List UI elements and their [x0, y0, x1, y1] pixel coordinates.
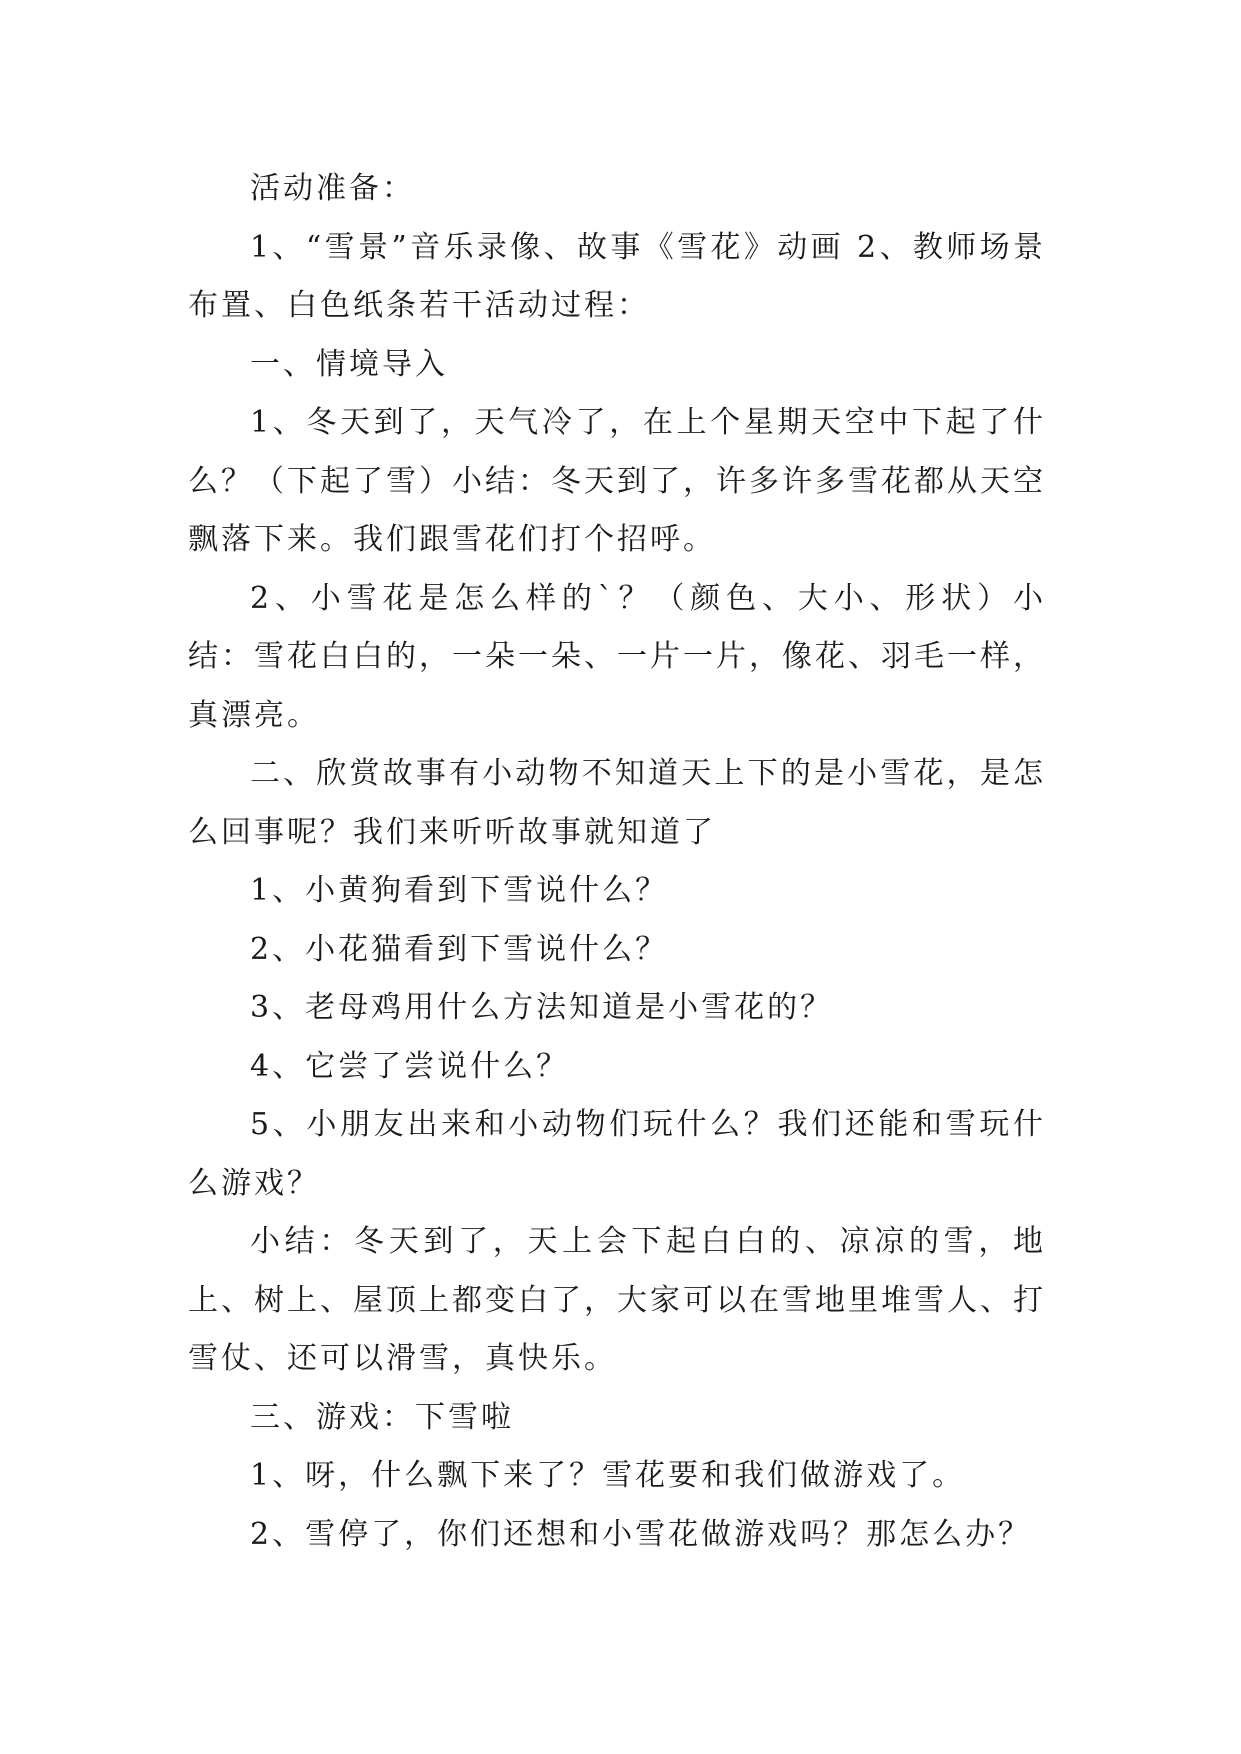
paragraph-question-dog: 1、小黄狗看到下雪说什么？: [250, 873, 669, 908]
paragraph-game-step-two: 2、雪停了，你们还想和小雪花做游戏吗？那怎么办？: [250, 1516, 1032, 1552]
paragraph-question-taste: 4、它尝了尝说什么？: [250, 1048, 570, 1084]
paragraph-question-play: 5、小朋友出来和小动物们玩什么？我们还能和雪玩什么游戏？: [188, 1107, 1046, 1201]
paragraph-materials: 1、“雪景”音乐录像、故事《雪花》动画 2、教师场景布置、白色纸条若干活动过程：: [188, 229, 1046, 323]
paragraph-game-step-one: 1、呀，什么飘下来了？雪花要和我们做游戏了。: [250, 1458, 966, 1493]
paragraph-section-three-heading: 三、游戏：下雪啦: [250, 1399, 514, 1435]
paragraph-section-one-heading: 一、情境导入: [250, 346, 448, 382]
paragraph-activity-preparation: 活动准备：: [250, 171, 415, 206]
paragraph-winter-question: 1、冬天到了，天气冷了，在上个星期天空中下起了什么？（下起了雪）小结：冬天到了，许多许多雪花都从天空飘落下来。我们跟雪花们打个招呼。: [188, 405, 1046, 557]
paragraph-section-two-heading: 二、欣赏故事有小动物不知道天上下的是小雪花，是怎么回事呢？我们来听听故事就知道了: [188, 756, 1046, 850]
paragraph-question-cat: 2、小花猫看到下雪说什么？: [250, 931, 669, 967]
paragraph-question-hen: 3、老母鸡用什么方法知道是小雪花的？: [250, 990, 834, 1025]
paragraph-snowflake-description: 2、小雪花是怎么样的`？（颜色、大小、形状）小结：雪花白白的，一朵一朵、一片一片，像花、羽毛一样，真漂亮。: [188, 580, 1046, 733]
paragraph-summary: 小结：冬天到了，天上会下起白白的、凉凉的雪，地上、树上、屋顶上都变白了，大家可以在雪地里堆雪人、打雪仗、还可以滑雪，真快乐。: [188, 1224, 1046, 1376]
document-body: [188, 160, 1046, 1564]
